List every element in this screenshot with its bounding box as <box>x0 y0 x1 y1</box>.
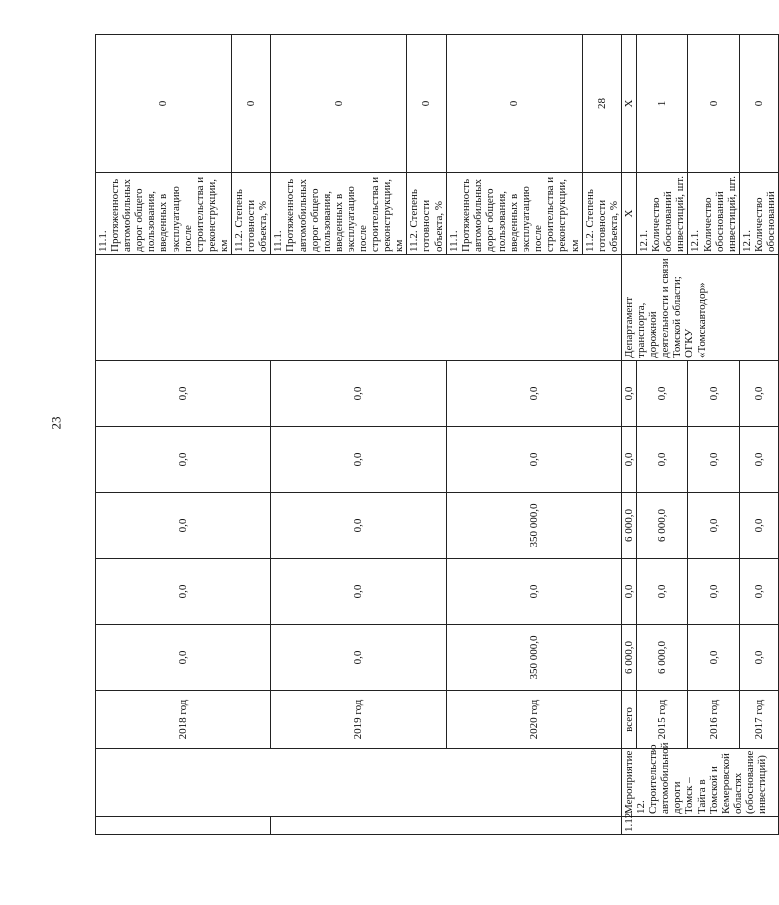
value-cell: 0,0 <box>688 559 739 625</box>
indicator-cell: 11.2. Степень готовности объекта, % <box>232 173 271 255</box>
value-cell: 0,0 <box>96 361 271 427</box>
value-cell: 0,0 <box>621 427 636 493</box>
value-cell: 0,0 <box>739 427 778 493</box>
indicator-cell: 11.1. Протяженность автомобильных дорог общего пользования, введенных в эксплуатацию после строительства и реконструкции, км <box>271 173 407 255</box>
year-cell: 2015 год <box>637 691 688 749</box>
value-cell: 0,0 <box>96 625 271 691</box>
value-cell: 0,0 <box>621 559 636 625</box>
table-row <box>688 35 739 835</box>
value-cell: 0,0 <box>446 361 621 427</box>
indicator-value: 0 <box>96 35 232 173</box>
value-cell: 0,0 <box>621 361 636 427</box>
value-cell: 0,0 <box>739 559 778 625</box>
value-cell: 0,0 <box>96 493 271 559</box>
indicator-value: 1 <box>637 35 688 173</box>
num-cell-empty <box>271 817 622 835</box>
value-cell: 350 000,0 <box>446 493 621 559</box>
value-cell: 0,0 <box>446 559 621 625</box>
table-row <box>637 35 688 835</box>
indicator-cell: 12.1. Количество обоснований инвестиций, шт. <box>688 173 739 255</box>
value-cell: 0,0 <box>446 427 621 493</box>
executor-cell-empty <box>96 255 622 361</box>
value-cell: 0,0 <box>637 559 688 625</box>
rotated-table-sheet <box>95 35 777 835</box>
indicator-cell: 11.2. Степень готовности объекта, % <box>582 173 621 255</box>
value-cell: 6 000,0 <box>637 493 688 559</box>
year-cell: 2018 год <box>96 691 271 749</box>
name-cell-empty <box>96 749 622 817</box>
num-cell-empty <box>96 817 271 835</box>
value-cell: 0,0 <box>271 361 446 427</box>
indicator-cell: 11.2. Степень готовности объекта, % <box>407 173 446 255</box>
year-cell: 2019 год <box>271 691 446 749</box>
value-cell: 0,0 <box>739 493 778 559</box>
table-row <box>446 35 582 835</box>
indicator-value: 28 <box>582 35 621 173</box>
value-cell: 0,0 <box>688 625 739 691</box>
indicator-value: 0 <box>446 35 582 173</box>
table-row <box>739 35 778 835</box>
value-cell: 350 000,0 <box>446 625 621 691</box>
value-cell: 6 000,0 <box>637 625 688 691</box>
value-cell: 0,0 <box>739 361 778 427</box>
year-cell: 2016 год <box>688 691 739 749</box>
indicator-value: Х <box>621 35 636 173</box>
value-cell: 0,0 <box>96 559 271 625</box>
table-row <box>271 35 407 835</box>
indicator-value: 0 <box>407 35 446 173</box>
value-cell: 0,0 <box>271 625 446 691</box>
indicator-value: 0 <box>688 35 739 173</box>
value-cell: 0,0 <box>688 493 739 559</box>
indicator-value: 0 <box>739 35 778 173</box>
indicator-cell: 12.1. Количество обоснований инвестиций, шт. <box>637 173 688 255</box>
measure-name: Мероприятие 12. Строительство автомобильной дороги Томск – Тайга в Томской и Кемеровской областях (обоснование инвестиций) <box>621 749 778 817</box>
indicator-cell: Х <box>621 173 636 255</box>
indicator-cell: 11.1. Протяженность автомобильных дорог общего пользования, введенных в эксплуатацию после строительства и реконструкции, км <box>446 173 582 255</box>
indicator-value: 0 <box>271 35 407 173</box>
indicator-value: 0 <box>232 35 271 173</box>
value-cell: 0,0 <box>637 361 688 427</box>
measure-number: 1.12. <box>621 817 778 835</box>
page-number: 23 <box>48 416 64 430</box>
value-cell: 0,0 <box>739 625 778 691</box>
program-measures-table <box>95 35 777 835</box>
indicator-cell: 12.1. Количество обоснований <box>739 173 778 255</box>
value-cell: 0,0 <box>271 427 446 493</box>
year-cell: всего <box>621 691 636 749</box>
value-cell: 0,0 <box>96 427 271 493</box>
value-cell: 0,0 <box>688 427 739 493</box>
year-cell: 2020 год <box>446 691 621 749</box>
indicator-cell: 11.1. Протяженность автомобильных дорог общего пользования, введенных в эксплуатацию после строительства и реконструкции, км <box>96 173 232 255</box>
table-row <box>96 35 232 835</box>
year-cell: 2017 год <box>739 691 778 749</box>
value-cell: 0,0 <box>637 427 688 493</box>
table-row <box>621 35 636 835</box>
executor-cell: Департамент транспорта, дорожной деятельности и связи Томской области; ОГКУ «Томскавтодор» <box>621 255 778 361</box>
value-cell: 0,0 <box>271 493 446 559</box>
value-cell: 6 000,0 <box>621 493 636 559</box>
value-cell: 0,0 <box>271 559 446 625</box>
value-cell: 6 000,0 <box>621 625 636 691</box>
value-cell: 0,0 <box>688 361 739 427</box>
